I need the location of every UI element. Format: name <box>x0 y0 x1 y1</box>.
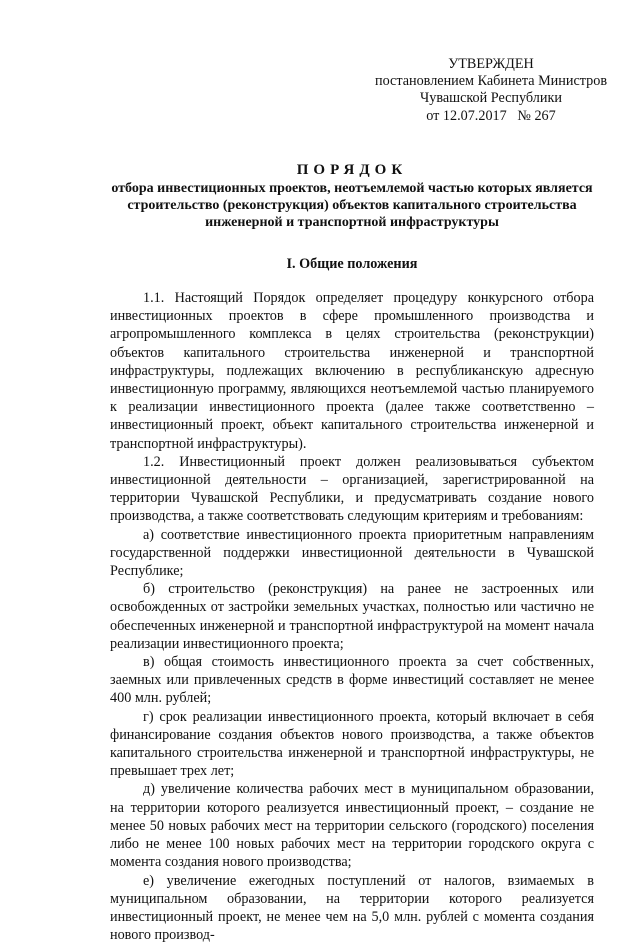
title-subtitle: отбора инвестиционных проектов, неотъемлемой частью которых является строительство (реконструкция) объектов капитального строительства инженерной и транспортной инфраструктуры <box>110 180 594 231</box>
paragraph-1-2: 1.2. Инвестиционный проект должен реализовываться субъектом инвестиционной деятельности – организацией, зарегистрированной на территории Чувашской Республики, и предусматривать создание нового производства, а также соответствовать следующим критериям и требованиям: <box>110 453 594 526</box>
criterion-v: в) общая стоимость инвестиционного проекта за счет собственных, заемных или привлеченных средств в форме инвестиций составляет не менее 400 млн. рублей; <box>110 653 594 708</box>
approval-republic: Чувашской Республики <box>366 90 616 107</box>
approval-authority: постановлением Кабинета Министров <box>366 73 616 90</box>
criterion-b: б) строительство (реконструкция) на ранее не застроенных или освобожденных от застройки земельных участках, полностью или частично не обеспеченных инженерной и транспортной инфраструктурой на момент начала реализации инвестиционного проекта; <box>110 580 594 653</box>
document-body <box>110 289 594 944</box>
criterion-g: г) срок реализации инвестиционного проекта, который включает в себя финансирование создания объектов нового производства, а также объектов капитального строительства инженерной и транспортной инфраструктуры, не превышает трех лет; <box>110 708 594 781</box>
approval-title: УТВЕРЖДЕН <box>366 56 616 73</box>
approval-stamp <box>366 56 616 125</box>
criterion-d: д) увеличение количества рабочих мест в муниципальном образовании, на территории которого реализуется инвестиционный проект, – создание не менее 50 новых рабочих мест на территории сельского (городского) поселения либо не менее 100 новых рабочих мест на территории городского округа с момента создания нового производства; <box>110 780 594 871</box>
section-heading: I. Общие положения <box>110 255 594 273</box>
approval-date-number: от 12.07.2017 № 267 <box>366 108 616 125</box>
paragraph-1-1: 1.1. Настоящий Порядок определяет процедуру конкурсного отбора инвестиционных проектов в сфере промышленного производства и агропромышленного комплекса в целях строительства (реконструкции) объектов капитального строительства инженерной и транспортной инфраструктуры, подлежащих включению в республиканскую адресную инвестиционную программу, являющихся неотъемлемой частью планируемого к реализации инвестиционного проекта (далее также соответственно – инвестиционный проект, объект капитального строительства инженерной и транспортной инфраструктуры). <box>110 289 594 453</box>
criterion-e: е) увеличение ежегодных поступлений от налогов, взимаемых в муниципальном образовании, на территории которого реализуется инвестиционный проект, не менее чем на 5,0 млн. рублей с момента создания нового производ- <box>110 872 594 944</box>
document-title <box>110 161 594 231</box>
title-main: ПОРЯДОК <box>110 161 594 179</box>
criterion-a: а) соответствие инвестиционного проекта приоритетным направлениям государственной поддержки инвестиционной деятельности в Чувашской Республике; <box>110 526 594 581</box>
